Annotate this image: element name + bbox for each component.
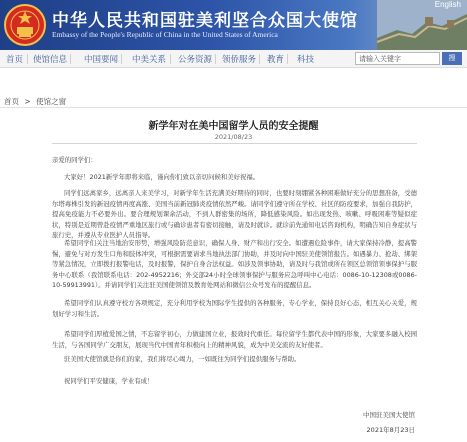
signature-date: 2021年8月23日 <box>366 426 415 434</box>
article-title: 新学年对在美中国留学人员的安全提醒 <box>148 121 319 132</box>
nav-divider <box>27 54 28 64</box>
main-nav <box>0 50 467 68</box>
nav-item-education[interactable]: 教育 <box>267 55 285 65</box>
breadcrumb <box>4 96 69 107</box>
nav-divider <box>287 54 288 64</box>
nav-divider <box>259 54 260 64</box>
nav-divider <box>215 54 216 64</box>
breadcrumb-separator: > <box>24 97 31 106</box>
nav-item-science-tech[interactable]: 科技 <box>297 55 315 65</box>
signature-organization: 中国驻美国大使馆 <box>363 411 415 419</box>
site-title-cn: 中华人民共和国驻美利坚合众国大使馆 <box>52 11 358 31</box>
nav-item-embassy-info[interactable]: 使馆信息 <box>33 55 68 65</box>
article-paragraph: 希望同学们认真遵守校方各项规定，充分利用学校为国际学生提供的各种服务，专心学业，保持良好心态，相互关心关爱，规划好学习和生活。 <box>52 299 417 318</box>
site-banner <box>0 0 467 50</box>
nav-item-home[interactable]: 首页 <box>6 55 24 65</box>
article-paragraph: 希望同学们厚植爱国之情，不忘留学初心，力做建国立业，报效时代重任。每位留学生都代表中国的形象，大家要多融入校园生活，与各国同学广交朋友，展现当代中国青年积极向上的精神风貌，成为中美交流的友好使者。 <box>52 330 417 349</box>
breadcrumb-home[interactable]: 首页 <box>4 97 19 106</box>
search-input[interactable]: 请输入关键字 <box>355 52 440 65</box>
article-greeting: 亲爱的同学们： <box>52 156 97 164</box>
nav-item-china-us-relations[interactable]: 中美关系 <box>132 55 167 65</box>
search-button[interactable]: 搜 <box>442 52 462 65</box>
article-paragraph: 希望同学们关注当地治安形势，增强风险防范意识，确保人身、财产和出行安全。如遭遇危险事件，请大家保持冷静，提高警惕，避免与对方发生口角和肢体冲突，可根据需要请求当地执法部门协助，并及时向中国驻美使领馆报告。如遇暴力、抢劫、绑架等紧急情况，立即拨打报警电话，及时报警，保护自身合法权益。如涉及领事协助，请及时与我馆或所在领区总领馆领事保护与服务中心联系（我馆联系电话：202-4952216；外交部24小时全球领事保护与服务应急呼叫中心电话：0086-10-12308或0086-10-59913991）。并请同学们关注驻美国使领馆及教育处网站和微信公众号发布的提醒信息。 <box>52 239 417 290</box>
nav-divider <box>170 54 171 64</box>
english-link[interactable]: English <box>434 0 461 9</box>
article-paragraph: 祝同学们平安健康，学业有成！ <box>64 377 154 385</box>
national-emblem-icon <box>4 3 46 47</box>
article-date: 2021/08/23 <box>214 133 253 141</box>
article-paragraph: 驻美国大使馆就是你们的家，我们将尽心竭力，一如既往为同学们提供服务与帮助。 <box>64 355 301 363</box>
breadcrumb-section[interactable]: 使馆之窗 <box>36 97 67 106</box>
nav-item-official-resources[interactable]: 公务资源 <box>178 55 213 65</box>
article-paragraph: 同学们远离家乡，远离亲人来美学习，对新学年生活充满美好期待的同时，也要时刻绷紧各种困难做好充分的思想准备，受德尔塔毒株引发的新冠疫情再度高涨、美国当前新冠肺炎疫情依然严峻。请同学们遵守所在学校、社区的防疫要求，加强自我防护，提高免疫能力不必要外出。要合理规划课余活动，不到人群密集的场所，降低感染风险。如出现发热、咳嗽、呼吸困难等疑似症状，特别是近期曾赴疫情严重地区旅行或与确诊患者有密切接触，请及时就诊。就诊前先通知电话咨询机构，明确告知自身症状与旅行史，并遵从专业医护人员指导。 <box>52 189 417 240</box>
nav-item-china-news[interactable]: 中国要闻 <box>84 55 119 65</box>
nav-divider <box>121 54 122 64</box>
site-title-en: Embassy of the People's Republic of China in the United States of America <box>52 30 278 39</box>
article-paragraph: 大家好！2021新学年即将来临，谨向你们致以亲切问候和美好祝福。 <box>64 173 260 181</box>
breadcrumb-divider <box>0 107 467 108</box>
nav-item-consular-services[interactable]: 领侨服务 <box>222 55 257 65</box>
nav-divider <box>70 54 71 64</box>
article-divider <box>52 143 417 144</box>
